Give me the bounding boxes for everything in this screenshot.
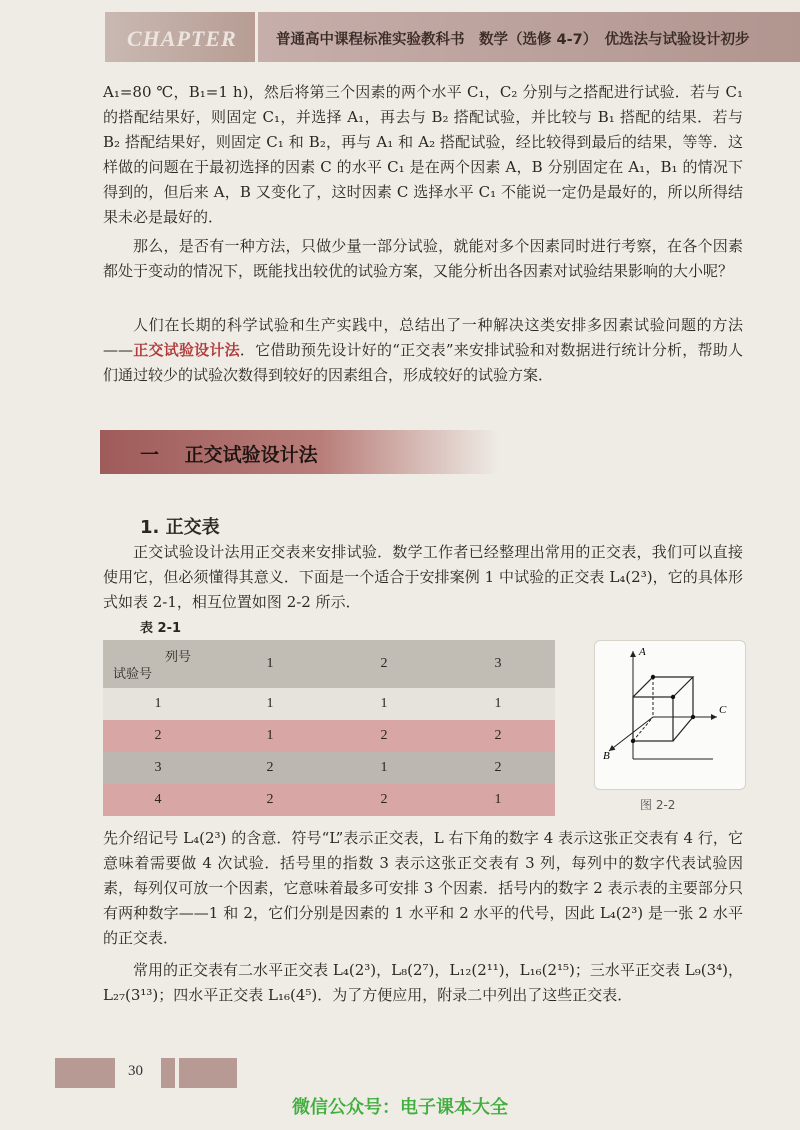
row-header-label: 试验号: [113, 666, 153, 681]
trial-number: 4: [103, 784, 213, 816]
table-header-row: [103, 640, 555, 688]
paragraph-5: 先介绍记号 L₄(2³) 的含意．符号“L”表示正交表，L 右下角的数字 4 表示这张正交表有 4 行，它意味着需要做 4 次试验．括号里的指数 3 表示这张正交表有 3 列，每列中的数字代表试验因素，每列仅可放一个因素，它意味着最多可安排 3 个因素．括号内的数字 2 表示表的主要部分只有两种数字——1 和 2，它们分别是因素的 1 水平和 2 水平的代号，因此 L₄(2³) 是一张 2 水平的正交表．: [103, 829, 743, 947]
table-cell: 2: [213, 784, 327, 816]
paragraph-1: A₁=80 ℃，B₁=1 h)，然后将第三个因素的两个水平 C₁，C₂ 分别与之搭配进行试验．若与 C₁ 的搭配结果好，则固定 C₁，并选择 A₁，再去与 B₂ 搭配试验，并比较与 B₁ 搭配的结果．若与 B₂ 搭配结果好，则固定 C₁ 和 B₂，再与 A₁ 和 A₂ 搭配试验，经比较得到最后的结果，等等．这样做的问题在于最初选择的因素 C 的水平 C₁ 是在两个因素 A，B 分别固定在 A₁，B₁ 的情况下得到的，但后来 A，B 又变化了，这时因素 C 选择水平 C₁ 不能说一定仍是最好的，所以所得结果未必是最好的．: [103, 83, 743, 226]
axis-label-c: C: [719, 704, 727, 716]
footer-block: [55, 1058, 115, 1088]
term-orthogonal-design: 正交试验设计法: [133, 341, 240, 359]
subsection-title: 1. 正交表: [140, 517, 220, 538]
table-row: [103, 720, 555, 752]
trial-number: 3: [103, 752, 213, 784]
table-cell: 1: [327, 688, 441, 720]
page-number: 30: [128, 1063, 143, 1079]
figure-caption: 图 2-2: [640, 798, 676, 812]
watermark: 微信公众号：电子课本大全: [292, 1097, 508, 1118]
table-cell: 2: [213, 752, 327, 784]
footer-block: [179, 1058, 237, 1088]
table-cell: 1: [441, 688, 555, 720]
cube-vertex: [691, 715, 695, 719]
axis-label-a: A: [639, 646, 646, 658]
table-caption: 表 2-1: [140, 621, 182, 636]
cube-vertex: [651, 675, 655, 679]
orthogonal-table: [103, 640, 555, 816]
trial-number: 1: [103, 688, 213, 720]
section-number: 一: [140, 444, 160, 466]
cube-diagram: [595, 641, 745, 789]
table-row: [103, 752, 555, 784]
paragraph-3-lead: 人们在长期的科学试验和生产实践中，总结出了一种解决这类安排多因素试验问题的方法——: [103, 316, 743, 359]
table-cell: 1: [441, 784, 555, 816]
section-title: [140, 440, 318, 467]
book-title-bar: [258, 12, 800, 62]
table-cell: 1: [213, 720, 327, 752]
table-cell: 1: [327, 752, 441, 784]
table-row: [103, 688, 555, 720]
column-header-label: 列号: [164, 649, 191, 664]
paragraph-3-tail: ．它借助预先设计好的“正交表”来安排试验和对数据进行统计分析，帮助人们通过较少的试验次数得到较好的因素组合，形成较好的试验方案．: [103, 341, 743, 384]
cube-figure: [594, 640, 746, 790]
table-row: [103, 784, 555, 816]
cube-vertex: [631, 739, 635, 743]
page-header: [0, 0, 800, 70]
table-cell: 2: [327, 720, 441, 752]
paragraph-2: 那么，是否有一种方法，只做少量一部分试验，就能对多个因素同时进行考察，在各个因素都处于变动的情况下，既能找出较优的试验方案，又能分析出各因素对试验结果影响的大小呢？: [103, 237, 743, 280]
column-header: 3: [441, 640, 555, 688]
cube-hidden-edge: [633, 717, 653, 741]
cube-vertex: [671, 695, 675, 699]
section-title-text: 正交试验设计法: [184, 444, 318, 466]
table-cell: 1: [213, 688, 327, 720]
column-header: 2: [327, 640, 441, 688]
book-title: 普通高中课程标准实验教科书 数学（选修 4-7） 优选法与试验设计初步: [276, 32, 750, 48]
paragraph-6: 常用的正交表有二水平正交表 L₄(2³)，L₈(2⁷)，L₁₂(2¹¹)，L₁₆(2¹⁵)；三水平正交表 L₉(3⁴)，L₂₇(3¹³)；四水平正交表 L₁₆(4⁵)．为了方便应用，附录二中列出了这些正交表．: [103, 961, 743, 1004]
table-cell: 2: [327, 784, 441, 816]
section-banner: [100, 430, 500, 474]
table-cell: 2: [441, 752, 555, 784]
chapter-label: CHAPTER: [127, 26, 237, 51]
table-corner-cell: [103, 640, 213, 688]
cube-top-face: [633, 677, 693, 697]
column-header: 1: [213, 640, 327, 688]
table-cell: 2: [441, 720, 555, 752]
chapter-tab: [105, 12, 255, 62]
paragraph-4: 正交试验设计法用正交表来安排试验．数学工作者已经整理出常用的正交表，我们可以直接使用它，但必须懂得其意义．下面是一个适合于安排案例 1 中试验的正交表 L₄(2³)，它的具体形式如表 2-1，相互位置如图 2-2 所示．: [103, 543, 743, 611]
paragraph-3: [103, 313, 743, 388]
footer-block: [161, 1058, 175, 1088]
axis-label-b: B: [603, 750, 610, 762]
trial-number: 2: [103, 720, 213, 752]
axis-b-line: [609, 717, 653, 751]
